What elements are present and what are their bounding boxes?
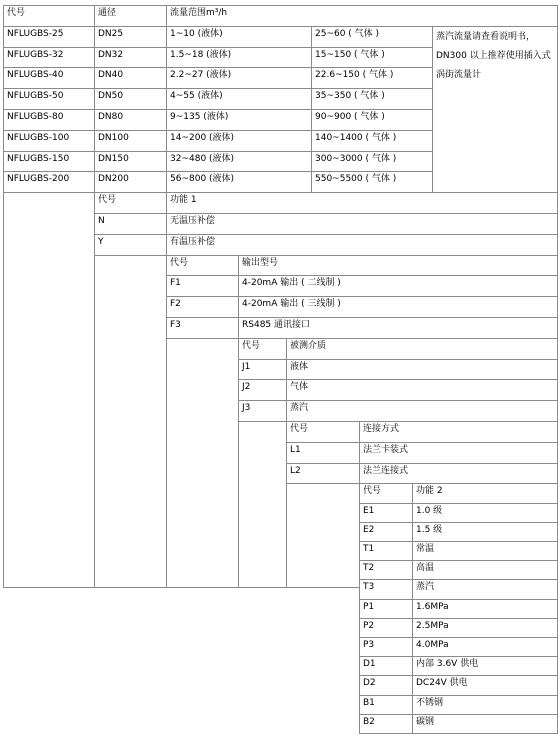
function2-option-label: 1.5 级	[412, 522, 558, 542]
function2-option-code: B2	[359, 714, 413, 734]
function1-code-label: 代号	[94, 192, 167, 214]
function1-option-label: 无温压补偿	[166, 213, 558, 235]
empty-col-5	[286, 483, 360, 588]
model-gas-range: 550~5500 ( 气体 )	[311, 171, 433, 193]
output-option-label: 4-20mA 输出 ( 三线制 )	[238, 296, 558, 318]
output-option-code: F3	[166, 317, 239, 339]
medium-title: 被测介质	[286, 338, 558, 360]
model-dn: DN25	[94, 26, 167, 48]
function2-option-label: 碳钢	[412, 714, 558, 734]
function2-option-label: 内部 3.6V 供电	[412, 656, 558, 676]
model-code: NFLUGBS-100	[3, 130, 95, 152]
function2-option-code: T1	[359, 541, 413, 561]
medium-code-label: 代号	[238, 338, 287, 360]
function2-option-code: E2	[359, 522, 413, 542]
model-liquid-range: 2.2~27 (液体)	[166, 67, 312, 89]
empty-col-4	[238, 421, 287, 588]
model-liquid-range: 56~800 (液体)	[166, 171, 312, 193]
function2-option-code: P1	[359, 599, 413, 619]
function2-code-label: 代号	[359, 483, 413, 503]
output-option-code: F2	[166, 296, 239, 318]
model-code: NFLUGBS-80	[3, 109, 95, 131]
connection-option-label: 法兰连接式	[359, 463, 558, 485]
header-code: 代号	[3, 5, 95, 27]
empty-col-1	[3, 192, 95, 588]
model-liquid-range: 1.5~18 (液体)	[166, 47, 312, 69]
model-code: NFLUGBS-150	[3, 151, 95, 173]
medium-option-label: 液体	[286, 359, 558, 381]
connection-code-label: 代号	[286, 421, 360, 443]
function2-option-code: D1	[359, 656, 413, 676]
model-liquid-range: 4~55 (液体)	[166, 88, 312, 110]
function1-option-code: N	[94, 213, 167, 235]
model-dn: DN32	[94, 47, 167, 69]
medium-option-label: 气体	[286, 379, 558, 401]
function2-option-code: D2	[359, 675, 413, 695]
model-gas-range: 15~150 ( 气体 )	[311, 47, 433, 69]
model-dn: DN200	[94, 171, 167, 193]
header-flow-range: 流量范围m³/h	[166, 5, 558, 27]
model-liquid-range: 9~135 (液体)	[166, 109, 312, 131]
output-option-label: RS485 通讯接口	[238, 317, 558, 339]
model-code: NFLUGBS-200	[3, 171, 95, 193]
function1-option-label: 有温压补偿	[166, 234, 558, 256]
model-code: NFLUGBS-32	[3, 47, 95, 69]
output-option-label: 4-20mA 输出 ( 二线制 )	[238, 275, 558, 297]
model-dn: DN40	[94, 67, 167, 89]
function2-option-code: P2	[359, 618, 413, 638]
function1-title: 功能 1	[166, 192, 558, 214]
model-liquid-range: 1~10 (液体)	[166, 26, 312, 48]
medium-option-label: 蒸汽	[286, 400, 558, 422]
function2-option-label: 蒸汽	[412, 579, 558, 599]
model-gas-range: 22.6~150 ( 气体 )	[311, 67, 433, 89]
output-title: 输出型号	[238, 255, 558, 277]
model-dn: DN150	[94, 151, 167, 173]
function2-option-label: 2.5MPa	[412, 618, 558, 638]
function2-option-code: T3	[359, 579, 413, 599]
function2-option-code: T2	[359, 560, 413, 580]
model-gas-range: 140~1400 ( 气体 )	[311, 130, 433, 152]
output-code-label: 代号	[166, 255, 239, 277]
model-liquid-range: 32~480 (液体)	[166, 151, 312, 173]
connection-option-label: 法兰卡装式	[359, 442, 558, 464]
function2-option-code: E1	[359, 503, 413, 523]
model-note: 蒸汽流量请查看说明书，DN300 以上推荐使用插入式涡街流量计	[432, 26, 558, 193]
function2-option-label: 1.0 级	[412, 503, 558, 523]
model-dn: DN80	[94, 109, 167, 131]
empty-col-2	[94, 255, 167, 589]
model-gas-range: 90~900 ( 气体 )	[311, 109, 433, 131]
model-code: NFLUGBS-50	[3, 88, 95, 110]
function2-option-label: 4.0MPa	[412, 637, 558, 657]
model-dn: DN100	[94, 130, 167, 152]
medium-option-code: J2	[238, 379, 287, 401]
function2-option-label: DC24V 供电	[412, 675, 558, 695]
function1-option-code: Y	[94, 234, 167, 256]
model-dn: DN50	[94, 88, 167, 110]
medium-option-code: J1	[238, 359, 287, 381]
empty-col-3	[166, 338, 239, 589]
function2-option-label: 常温	[412, 541, 558, 561]
connection-title: 连接方式	[359, 421, 558, 443]
function2-option-label: 1.6MPa	[412, 599, 558, 619]
model-liquid-range: 14~200 (液体)	[166, 130, 312, 152]
model-gas-range: 35~350 ( 气体 )	[311, 88, 433, 110]
function2-option-label: 高温	[412, 560, 558, 580]
function2-option-code: P3	[359, 637, 413, 657]
connection-option-code: L1	[286, 442, 360, 464]
header-diameter: 通径	[94, 5, 167, 27]
function2-title: 功能 2	[412, 483, 558, 503]
model-code: NFLUGBS-25	[3, 26, 95, 48]
function2-option-code: B1	[359, 695, 413, 715]
medium-option-code: J3	[238, 400, 287, 422]
connection-option-code: L2	[286, 463, 360, 485]
model-gas-range: 25~60 ( 气体 )	[311, 26, 433, 48]
output-option-code: F1	[166, 275, 239, 297]
function2-option-label: 不锈钢	[412, 695, 558, 715]
model-code: NFLUGBS-40	[3, 67, 95, 89]
model-gas-range: 300~3000 ( 气体 )	[311, 151, 433, 173]
